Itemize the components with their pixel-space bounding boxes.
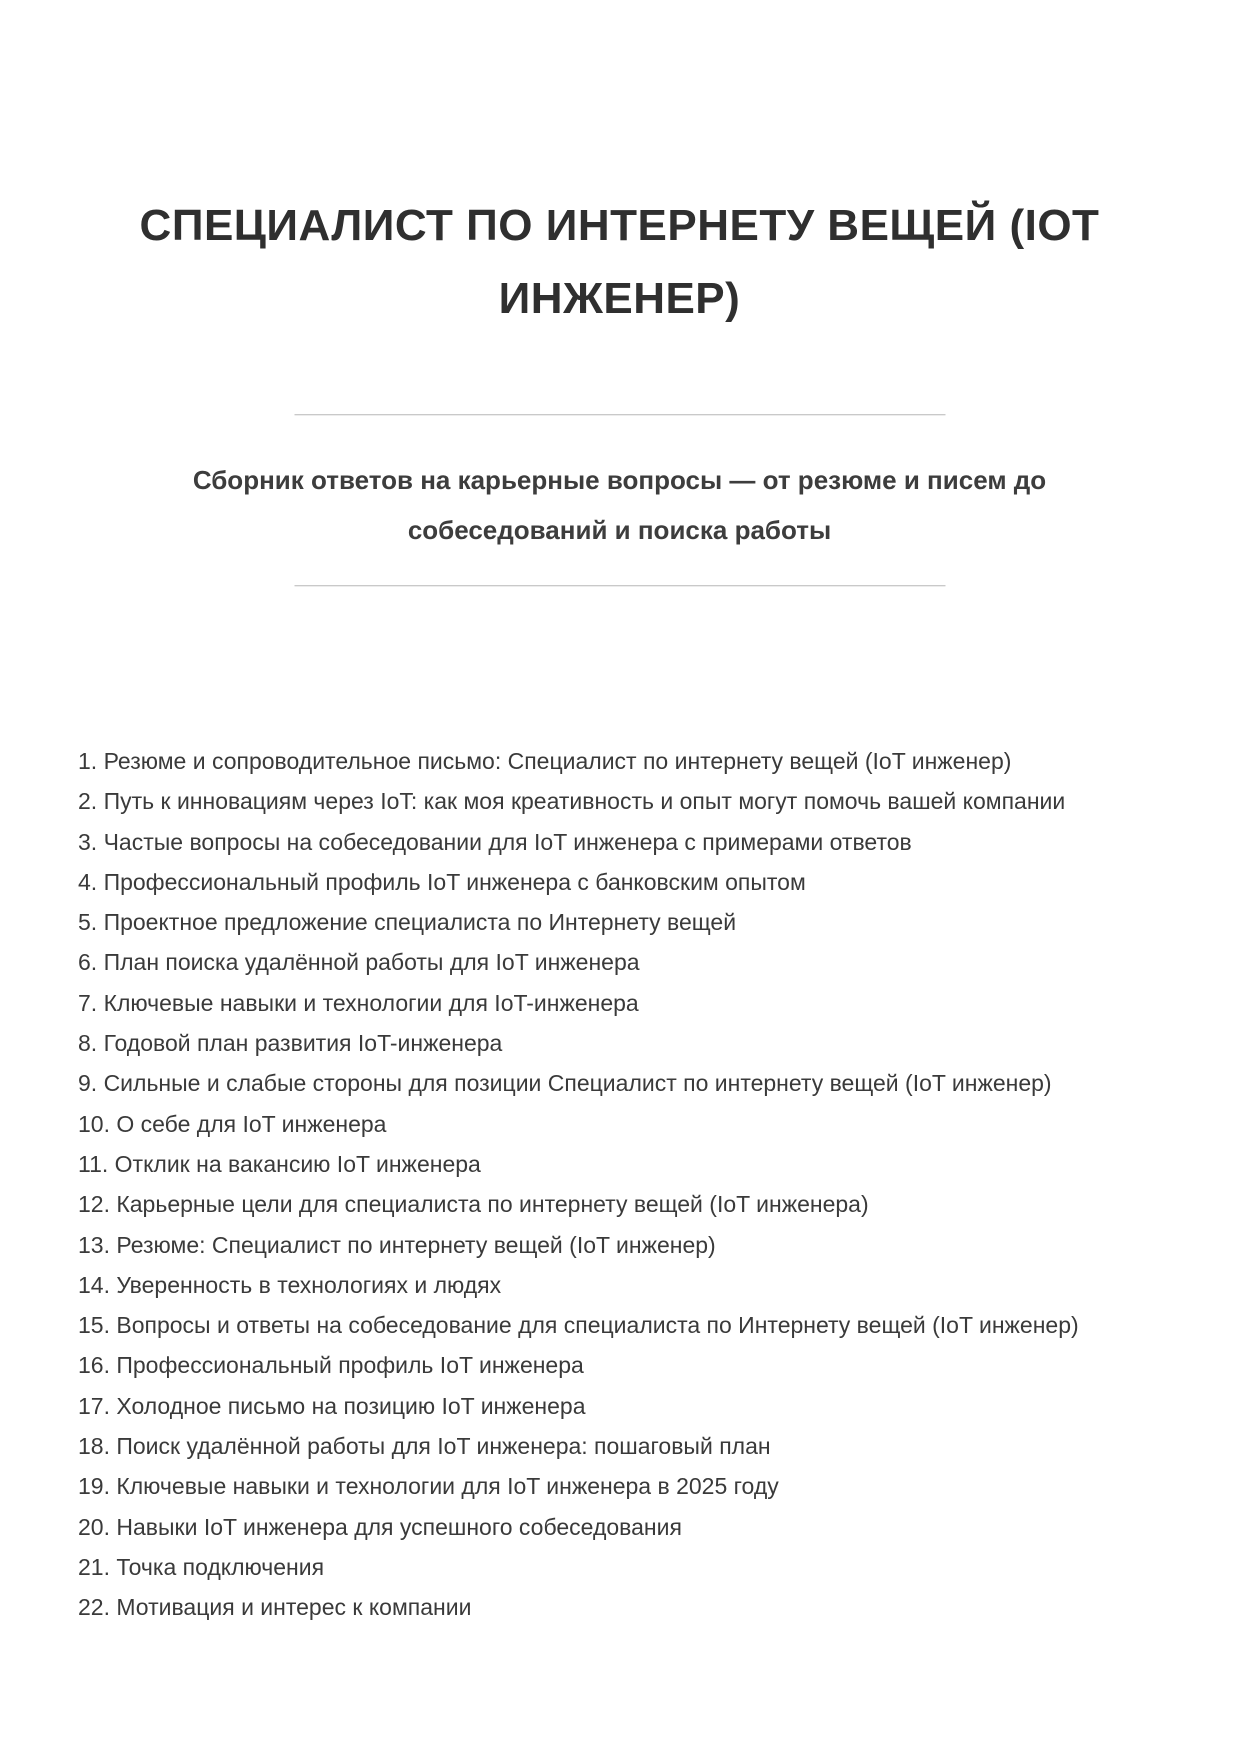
divider-line-top [294,414,945,415]
toc-item: 21. Точка подключения [78,1553,325,1580]
toc-item: 18. Поиск удалённой работы для IoT инженера: пошаговый план [78,1433,771,1460]
toc-item: 10. О себе для IoT инженера [78,1110,387,1137]
document-subtitle: Сборник ответов на карьерные вопросы — от резюме и писем до собеседований и поиска работы [192,465,1047,545]
document-title: СПЕЦИАЛИСТ ПО ИНТЕРНЕТУ ВЕЩЕЙ (IOT ИНЖЕНЕР) [139,201,1100,323]
toc-item: 19. Ключевые навыки и технологии для IoT инженера в 2025 году [78,1473,779,1500]
toc-item: 6. План поиска удалённой работы для IoT инженера [78,949,640,976]
divider-line-bottom [294,585,945,586]
toc-item: 12. Карьерные цели для специалиста по интернету вещей (IoT инженера) [78,1191,869,1218]
toc-item: 1. Резюме и сопроводительное письмо: Специалист по интернету вещей (IoT инженер) [78,748,1012,774]
toc-item: 22. Мотивация и интерес к компании [78,1594,472,1621]
toc-item: 5. Проектное предложение специалиста по Интернету вещей [78,909,737,936]
toc-item: 7. Ключевые навыки и технологии для IoT-инженера [78,989,639,1016]
toc-item: 14. Уверенность в технологиях и людях [78,1271,502,1298]
toc-item: 16. Профессиональный профиль IoT инженера [78,1352,584,1379]
toc-item: 13. Резюме: Специалист по интернету вещей (IoT инженер) [78,1231,716,1258]
toc-item: 17. Холодное письмо на позицию IoT инженера [78,1392,586,1419]
toc-item: 11. Отклик на вакансию IoT инженера [78,1150,481,1177]
toc-item: 15. Вопросы и ответы на собеседование для специалиста по Интернету вещей (IoT инженер) [78,1312,1079,1339]
toc-item: 20. Навыки IoT инженера для успешного собеседования [78,1513,682,1540]
toc-item: 3. Частые вопросы на собеседовании для IoT инженера с примерами ответов [78,828,912,855]
toc-item: 9. Сильные и слабые стороны для позиции Специалист по интернету вещей (IoT инженер) [78,1070,1052,1097]
table-of-contents [78,741,1163,1628]
toc-item: 4. Профессиональный профиль IoT инженера с банковским опытом [78,868,806,895]
toc-item: 8. Годовой план развития IoT-инженера [78,1030,503,1057]
toc-item: 2. Путь к инновациям через IoT: как моя креативность и опыт могут помочь вашей компании [78,788,1066,815]
